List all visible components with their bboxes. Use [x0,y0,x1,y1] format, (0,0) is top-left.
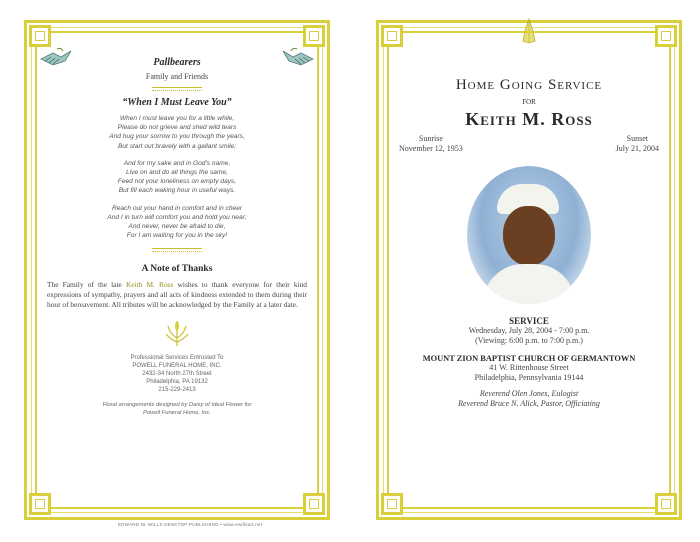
poem-line: But fill each waking hour in useful ways. [118,187,236,195]
thanks-text: wishes to thank everyone for their kind expressions of sympathy, prayers and all acts of kindness extended to them during their hour of bereavement. All tributes will be acknowledged by the Family at a later date. [47,280,307,310]
floral-credit [43,402,311,418]
floral-line: Powell Funeral Home, Inc. [143,409,211,416]
thanks-text: The Family of the late [47,280,126,290]
sunrise-label: Sunrise [418,134,443,143]
poem [43,114,311,240]
deceased-name: Keith M. Ross [125,280,174,290]
eulogist: Reverend Olen Jones, Eulogist [479,389,579,398]
sunrise [399,134,463,154]
poem-line: Feed not your loneliness on empty days, [117,178,237,186]
life-dates [399,134,659,154]
poem-stanza [43,114,311,151]
for-label: for [522,96,536,107]
wheat-icon [160,318,194,348]
sunset-label: Sunset [626,134,648,143]
poem-stanza [43,204,311,241]
viewing-time: (Viewing: 6:00 p.m. to 7:00 p.m.) [475,336,583,345]
poem-line: For I am waiting for you in the sky! [126,232,228,240]
funeral-home-line: Professional Services Entrusted To [130,354,224,361]
poem-line: Reach out your hand in comfort and in cheer [111,204,243,212]
publisher-credit: EDWARD W. WILLS DESKTOP PUBLISHING • www.ewillsart.net [117,522,263,527]
pallbearers-heading: Pallbearers [153,57,201,68]
poem-line: When I must leave you for a little while, [119,115,235,122]
pallbearers-names: Family and Friends [145,72,209,81]
portrait-photo [467,166,591,304]
church-street: 41 W. Rittenhouse Street [489,363,569,372]
funeral-home-block [43,354,311,394]
face [503,206,555,266]
poem-line: And hug your sorrow to you through the years, [109,133,245,141]
service-title: SERVICE [509,316,549,326]
deceased-name-title: Keith M. Ross [465,109,593,129]
program-back-page [24,20,330,520]
thanks-paragraph [47,280,307,309]
pastor: Reverend Bruce N. Alick, Pastor, Officiating [458,399,600,408]
thanks-heading: A Note of Thanks [141,264,213,275]
funeral-home-line: Philadelphia, PA 19132 [146,378,208,385]
poem-line: And for my sake and in God’s name, [123,159,231,167]
poem-line: Live on and do all things the same, [126,169,228,177]
funeral-home-phone: 215-229-2413 [158,386,196,393]
divider [152,87,202,91]
service-heading: Home Going Service [455,77,603,93]
service-time: Wednesday, July 28, 2004 - 7:00 p.m. [468,326,590,335]
poem-line: And I in turn will comfort you and hold you near; [107,213,247,221]
poem-title: “When I Must Leave You” [122,97,232,108]
funeral-home-line: 2432-34 North 27th Street [142,370,212,377]
sunrise-date: November 12, 1953 [399,144,463,153]
sunset-date: July 21, 2004 [615,144,659,153]
poem-stanza [43,159,311,196]
poem-line: And never, never be afraid to die, [128,223,226,231]
program-front-page [376,20,682,520]
floral-line: Floral arrangements designed by Daisy of Ideal Flower for [102,401,252,408]
divider [152,248,202,252]
funeral-home-name: POWELL FUNERAL HOME, INC. [132,362,222,369]
church-city: Philadelphia, Pennsylvania 19144 [474,373,584,382]
poem-line: But start out bravely with a gallant smile; [117,142,236,150]
shirt [483,264,575,304]
sunset [616,134,659,154]
church-name: MOUNT ZION BAPTIST CHURCH OF GERMANTOWN [422,354,636,363]
poem-line: Please do not grieve and shed wild tears [117,124,237,132]
officiants [395,389,663,409]
